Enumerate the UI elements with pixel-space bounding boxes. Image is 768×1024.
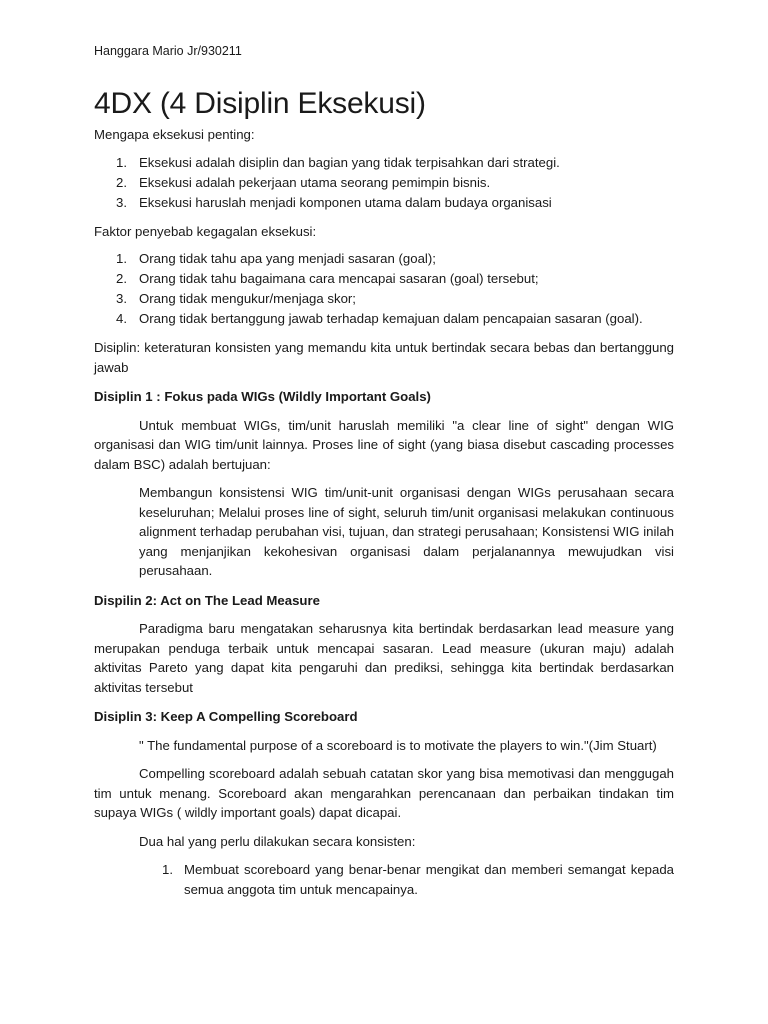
list-item: 1. Membuat scoreboard yang benar-benar mengikat dan memberi semangat kepada semua anggota tim untuk mencapainya. [162,862,674,897]
why-list [94,153,674,213]
discipline-2-heading: Dispilin 2: Act on The Lead Measure [94,592,320,608]
discipline-3-heading: Disiplin 3: Keep A Compelling Scoreboard [94,709,358,724]
discipline-definition: Disiplin: keteraturan konsisten yang memandu kita untuk bertindak secara bebas dan bertanggung jawab [94,340,674,375]
list-item: 2. Eksekusi adalah pekerjaan utama seorang pemimpin bisnis. [116,174,491,190]
failure-intro: Faktor penyebab kegagalan eksekusi: [94,223,317,239]
discipline-3-quote: " The fundamental purpose of a scoreboard is to motivate the players to win."(Jim Stuart) [139,737,657,753]
why-intro: Mengapa eksekusi penting: [94,127,255,142]
author-header: Hanggara Mario Jr/930211 [94,44,242,58]
list-item: 1. Orang tidak tahu apa yang menjadi sasaran (goal); [116,251,436,266]
discipline-1-heading: Disiplin 1 : Fokus pada WIGs (Wildly Important Goals) [94,389,431,404]
failure-list [94,249,674,329]
consistency-list [94,860,674,900]
discipline-3-paragraph: Compelling scoreboard adalah sebuah catatan skor yang bisa memotivasi dan menggugah tim untuk menang. Scoreboard akan mengarahkan perencanaan dan perbaikan tindakan tim supaya WIGs ( wildly important goals) dapat dicapai. [94,766,674,820]
document-title: 4DX (4 Disiplin Eksekusi) [94,87,426,120]
consistency-intro: Dua hal yang perlu dilakukan secara konsisten: [139,833,416,849]
list-item: 2. Orang tidak tahu bagaimana cara mencapai sasaran (goal) tersebut; [116,271,539,286]
discipline-2-paragraph: Paradigma baru mengatakan seharusnya kita bertindak berdasarkan lead measure yang merupakan penduga terbaik untuk mencapai sasaran. Lead measure (ukuran maju) adalah aktivitas Pareto yang dapat kita pengaruhi dan prediksi, sehingga kita bertindak berdasarkan aktivitas tersebut [94,621,674,695]
list-item: 3. Eksekusi haruslah menjadi komponen utama dalam budaya organisasi [116,194,552,210]
discipline-1-block: Membangun konsistensi WIG tim/unit-unit organisasi dengan WIGs perusahaan secara keseluruhan; Melalui proses line of sight, seluruh tim/unit organisasi melakukan continuous alignment terhadap perubahan visi, tujuan, dan strategi perusahaan; Konsistensi WIG inilah yang menjanjikan kekohesivan organisasi dalam perjalanannya mewujudkan visi perusahaan. [139,485,674,578]
list-item: 3. Orang tidak mengukur/menjaga skor; [116,291,356,306]
list-item: 4. Orang tidak bertanggung jawab terhadap kemajuan dalam pencapaian sasaran (goal). [116,311,643,326]
list-item: 1. Eksekusi adalah disiplin dan bagian yang tidak terpisahkan dari strategi. [116,154,560,170]
discipline-1-paragraph: Untuk membuat WIGs, tim/unit haruslah memiliki "a clear line of sight" dengan WIG organisasi dan WIG tim/unit lainnya. Proses line of sight (yang biasa disebut cascading processes dalam BSC) adalah bertujuan: [94,417,674,472]
